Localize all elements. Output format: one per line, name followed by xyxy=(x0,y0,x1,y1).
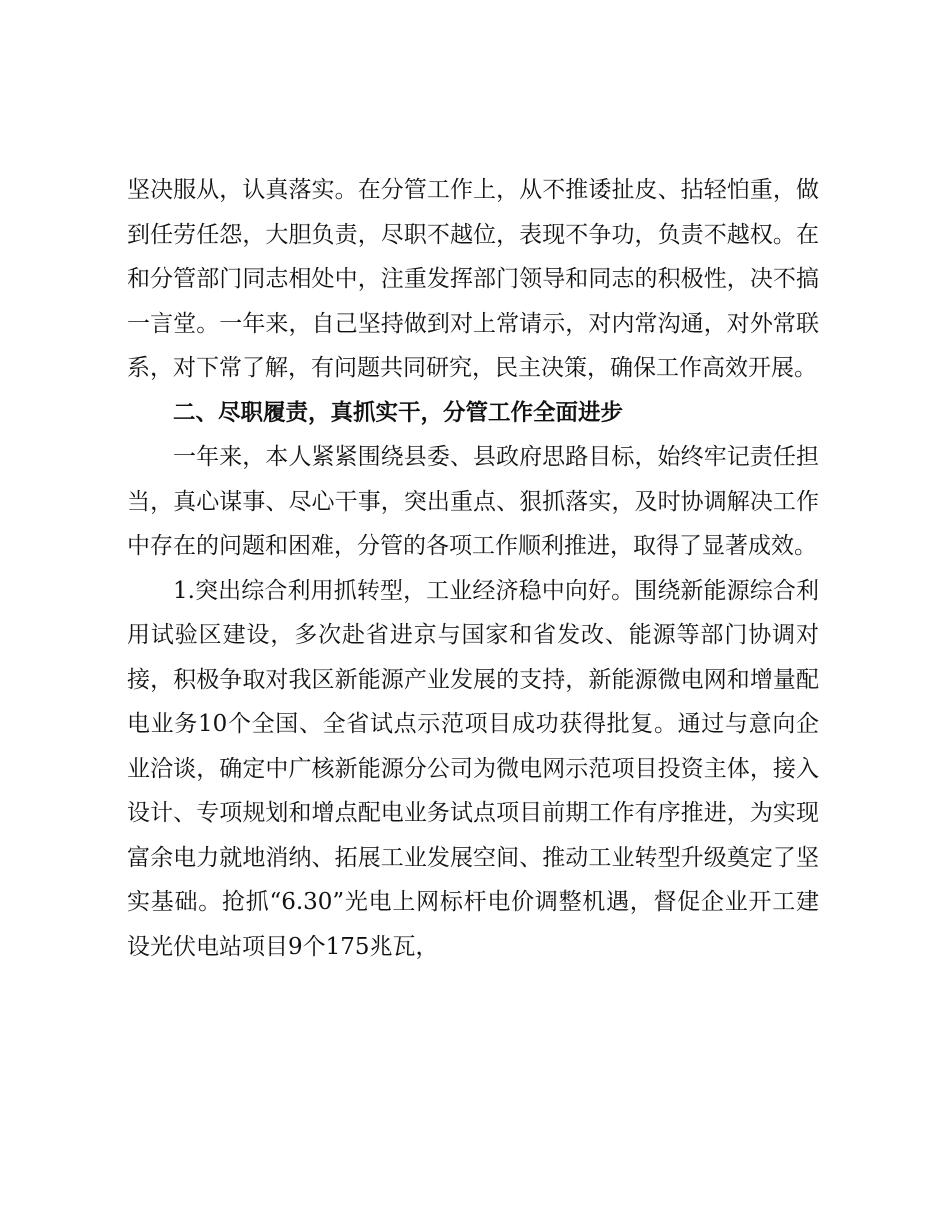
section-heading: 二、尽职履责，真抓实干，分管工作全面进步 xyxy=(173,399,624,426)
paragraph-intro: 一年来，本人紧紧围绕县委、县政府思路目标，始终牢记责任担当，真心谋事、尽心干事，突出重点、狠抓落实，及时协调解决工作中存在的问题和困难，分管的各项工作顺利推进，取得了显著成效。 xyxy=(127,444,819,559)
paragraph-item-1: 1.突出综合利用抓转型，工业经济稳中向好。围绕新能源综合利用试验区建设，多次赴省进京与国家和省发改、能源等部门协调对接，积极争取对我区新能源产业发展的支持，新能源微电网和增量配电业务10个全国、全省试点示范项目成功获得批复。通过与意向企业洽谈，确定中广核新能源分公司为微电网示范项目投资主体，接入设计、专项规划和增点配电业务试点项目前期工作有序推进，为实现富余电力就地消纳、拓展工业发展空间、推动工业转型升级奠定了坚实基础。抢抓“6.30”光电上网标杆电价调整机遇，督促企业开工建设光伏电站项目9个175兆瓦， xyxy=(127,577,819,960)
paragraph-continuation: 坚决服从，认真落实。在分管工作上，从不推诿扯皮、拈轻怕重，做到任劳任怨，大胆负责，尽职不越位，表现不争功，负责不越权。在和分管部门同志相处中，注重发挥部门领导和同志的积极性，决不搞一言堂。一年来，自己坚持做到对上常请示，对内常沟通，对外常联系，对下常了解，有问题共同研究，民主决策，确保工作高效开展。 xyxy=(127,177,819,381)
document-body xyxy=(127,168,819,969)
